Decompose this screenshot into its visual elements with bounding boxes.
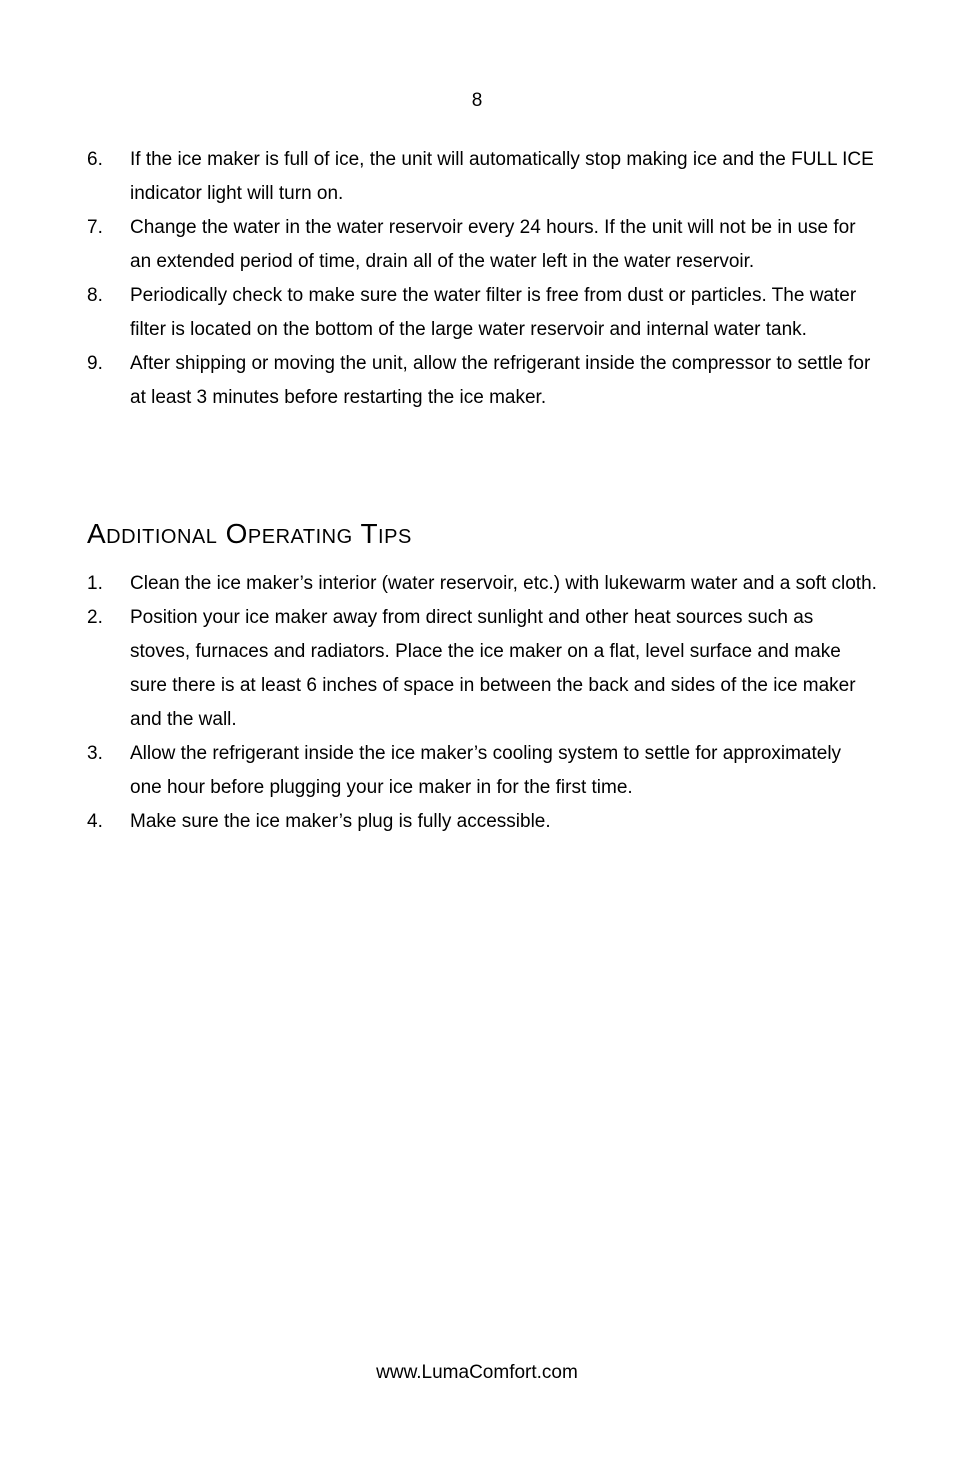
list-item-text: Change the water in the water reservoir every 24 hours. If the unit will not be in use for an extended period of time, drain all of the water left in the water reservoir. <box>130 217 856 272</box>
list-item <box>87 737 877 805</box>
page-number: 8 <box>471 90 483 111</box>
list-item-text: Make sure the ice maker’s plug is fully accessible. <box>130 811 551 832</box>
list-item <box>87 567 877 601</box>
list-item-number: 8. <box>87 285 103 306</box>
list-item-number: 9. <box>87 353 103 374</box>
section-heading: Additional Operating Tips <box>87 518 412 549</box>
list-item <box>87 143 877 211</box>
list-item <box>87 211 877 279</box>
list-item-text: Periodically check to make sure the water filter is free from dust or particles. The water filter is located on the bottom of the large water reservoir and internal water tank. <box>130 285 857 340</box>
list-item-number: 4. <box>87 811 103 832</box>
list-item-text: Allow the refrigerant inside the ice maker’s cooling system to settle for approximately one hour before plugging your ice maker in for the first time. <box>130 743 842 798</box>
list-item-number: 2. <box>87 607 103 628</box>
operating-tips-list <box>87 567 877 839</box>
list-item-number: 3. <box>87 743 103 764</box>
list-item-text: Clean the ice maker’s interior (water reservoir, etc.) with lukewarm water and a soft cloth. <box>130 573 877 594</box>
list-item-number: 6. <box>87 149 103 170</box>
list-item-text: Position your ice maker away from direct sunlight and other heat sources such as stoves, furnaces and radiators. Place the ice maker on a flat, level surface and make sure there is at least 6 inches of space in between the back and sides of the ice maker and the wall. <box>130 607 856 730</box>
footer-website-url: www.LumaComfort.com <box>376 1362 578 1383</box>
list-item <box>87 279 877 347</box>
list-item <box>87 805 877 839</box>
operating-instructions-list <box>87 143 877 415</box>
list-item-text: If the ice maker is full of ice, the unit will automatically stop making ice and the FULL ICE indicator light will turn on. <box>130 149 874 204</box>
list-item <box>87 601 877 737</box>
list-item-number: 1. <box>87 573 103 594</box>
list-item-text: After shipping or moving the unit, allow the refrigerant inside the compressor to settle for at least 3 minutes before restarting the ice maker. <box>130 353 871 408</box>
list-item <box>87 347 877 415</box>
list-item-number: 7. <box>87 217 103 238</box>
